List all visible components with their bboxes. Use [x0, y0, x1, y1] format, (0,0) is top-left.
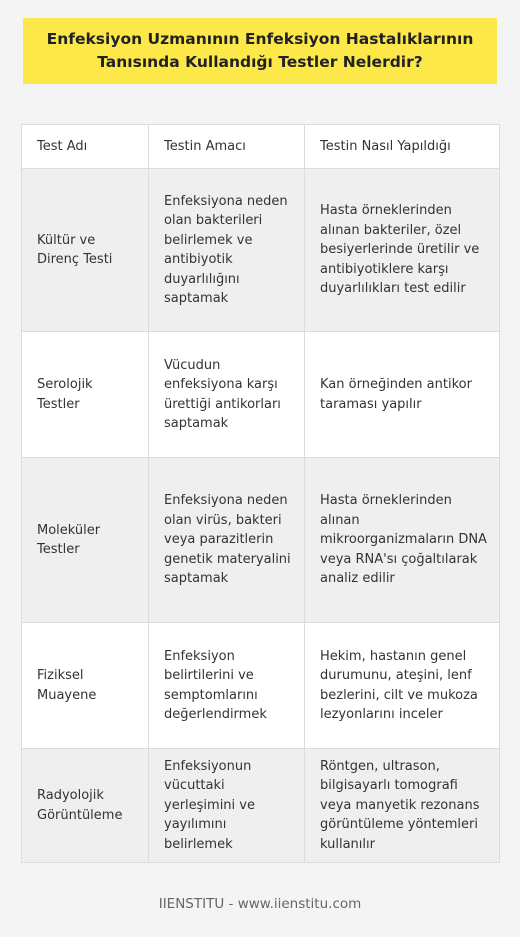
cell-test-purpose: Enfeksiyonun vücuttaki yerleşimini ve yayılımını belirlemek — [149, 749, 305, 863]
table-row — [22, 458, 500, 623]
cell-test-method: Kan örneğinden antikor taraması yapılır — [305, 332, 500, 458]
cell-test-method: Röntgen, ultrason, bilgisayarlı tomografi veya manyetik rezonans görüntüleme yöntemleri kullanılır — [305, 749, 500, 863]
table-row — [22, 332, 500, 458]
cell-test-purpose: Vücudun enfeksiyona karşı ürettiği antikorları saptamak — [149, 332, 305, 458]
cell-test-method: Hasta örneklerinden alınan mikroorganizmaların DNA veya RNA'sı çoğaltılarak analiz edilir — [305, 458, 500, 623]
table-row — [22, 623, 500, 749]
cell-test-name: Radyolojik Görüntüleme — [22, 749, 149, 863]
cell-test-method: Hasta örneklerinden alınan bakteriler, özel besiyerlerinde üretilir ve antibiyotiklere karşı duyarlılıkları test edilir — [305, 169, 500, 332]
header-test-name: Test Adı — [22, 125, 149, 169]
cell-test-purpose: Enfeksiyona neden olan bakterileri belirlemek ve antibiyotik duyarlılığını saptamak — [149, 169, 305, 332]
table-header-row — [22, 125, 500, 169]
cell-test-name: Moleküler Testler — [22, 458, 149, 623]
cell-test-name: Serolojik Testler — [22, 332, 149, 458]
table-row — [22, 749, 500, 863]
page-title: Enfeksiyon Uzmanının Enfeksiyon Hastalıklarının Tanısında Kullandığı Testler Nelerdir? — [46, 30, 474, 71]
cell-test-purpose: Enfeksiyona neden olan virüs, bakteri veya parazitlerin genetik materyalini saptamak — [149, 458, 305, 623]
header-test-method: Testin Nasıl Yapıldığı — [305, 125, 500, 169]
cell-test-name: Kültür ve Direnç Testi — [22, 169, 149, 332]
header-test-purpose: Testin Amacı — [149, 125, 305, 169]
title-banner — [23, 18, 497, 84]
footer-credit: IIENSTITU - www.iienstitu.com — [158, 896, 362, 912]
cell-test-method: Hekim, hastanın genel durumunu, ateşini, lenf bezlerini, cilt ve mukoza lezyonlarını inceler — [305, 623, 500, 749]
cell-test-name: Fiziksel Muayene — [22, 623, 149, 749]
tests-table — [21, 124, 500, 863]
table-row — [22, 169, 500, 332]
cell-test-purpose: Enfeksiyon belirtilerini ve semptomlarını değerlendirmek — [149, 623, 305, 749]
